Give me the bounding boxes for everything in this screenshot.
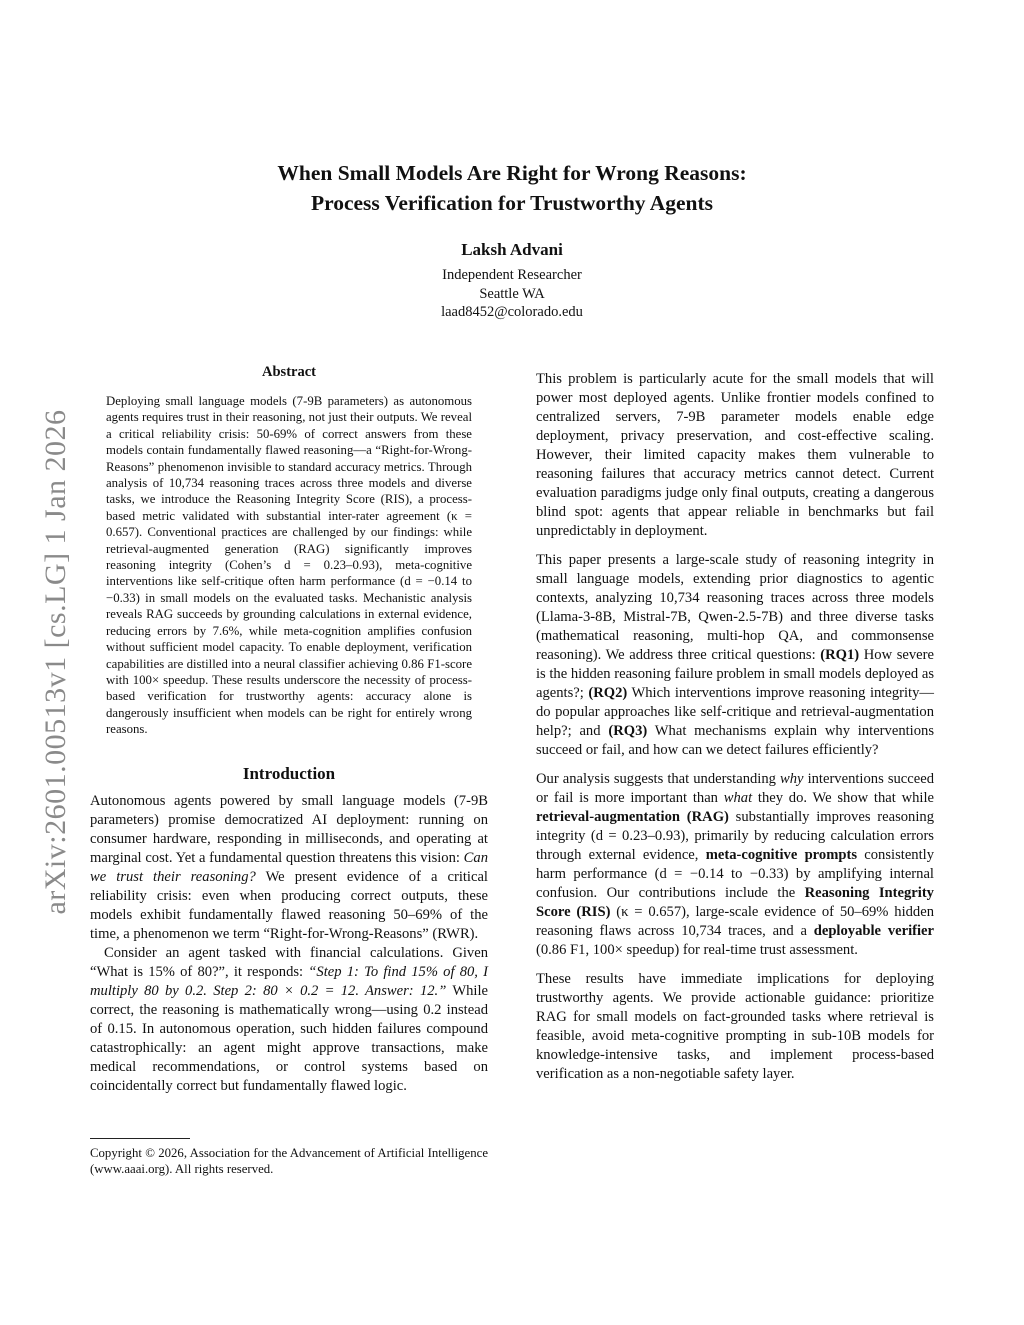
copyright-text: Copyright © 2026, Association for the Advancement of Artificial Intelligence (www.aaai.org). All rights reserved. — [90, 1146, 488, 1176]
paper-title-line-2: Process Verification for Trustworthy Agents — [310, 191, 714, 215]
arxiv-identifier: arXiv:2601.00513v1 [cs.LG] 1 Jan 2026 — [39, 409, 72, 915]
abstract-heading: Abstract — [262, 364, 316, 380]
rq1-label: (RQ1) — [820, 647, 860, 663]
intro-p5-text-a: Our analysis suggests that understanding — [536, 771, 780, 787]
intro-p5-text-g: (0.86 F1, 100× speedup) for real-time trust assessment. — [536, 942, 858, 958]
footnote-rule — [90, 1138, 190, 1139]
intro-p5-what: what — [723, 790, 753, 806]
author-location: Seattle WA — [479, 285, 545, 302]
introduction-heading: Introduction — [242, 763, 336, 783]
paper-title-line-1: When Small Models Are Right for Wrong Reasons: — [277, 161, 747, 185]
intro-p4-text-d: What mechanisms explain why interventions succeed or fail, and how can we detect failures efficiently? — [536, 723, 934, 758]
intro-paragraph-4 — [536, 551, 934, 760]
intro-p2-example: “Step 1: To find 15% of 80, I multiply 80 by 0.2. Step 2: 80 × 0.2 = 12. Answer: 12.” — [90, 963, 488, 999]
author-name: Laksh Advani — [461, 240, 563, 259]
intro-p5-why: why — [780, 771, 804, 787]
intro-p5-text-e: consistently harm performance (d = −0.14 to −0.33) by amplifying internal confusion. Our contributions include the — [536, 847, 935, 901]
intro-p5-text-d: substantially improves reasoning integrity (d = 0.23–0.93), primarily by reducing calculation errors through external evidence, — [536, 809, 934, 863]
intro-p5-meta: meta-cognitive prompts — [705, 847, 858, 863]
rq3-label: (RQ3) — [608, 723, 648, 739]
intro-p2-text-c: While correct, the reasoning is mathematically wrong—using 0.2 instead of 0.15. In autonomous operation, such hidden failures compound catastrophically: an agent might approve transactions, make medical recommendations, or control systems based on coincidentally correct but fundamentally flawed logic. — [90, 982, 488, 1094]
author-email: laad8452@colorado.edu — [441, 304, 583, 320]
intro-p5-text-f: (κ = 0.657), large-scale evidence of 50–69% hidden reasoning flaws across 10,734 traces, and a — [536, 904, 934, 939]
intro-p4-text-a: This paper presents a large-scale study of reasoning integrity in small language models, extending prior diagnostics to agentic contexts, analyzing 10,734 reasoning traces across three models (Llama-3-8B, Mistral-7B, Qwen-2.5-7B) and three diverse tasks (mathematical reasoning, multi-hop QA, and commonsense reasoning). We address three critical questions: — [536, 552, 934, 663]
intro-paragraph-2 — [90, 944, 488, 1096]
author-affiliation: Independent Researcher — [442, 267, 582, 283]
intro-p1-text-a: Autonomous agents powered by small language models (7-9B parameters) promise democratized AI deployment: running on consumer hardware, responding in milliseconds, and operating at marginal cost. Yet a fundamental question threatens this vision: — [90, 792, 488, 866]
title-block — [150, 158, 874, 322]
intro-p5-ris: Reasoning Integrity Score (RIS) — [536, 885, 934, 920]
intro-p5-text-b: interventions succeed or fail is more important than — [536, 771, 934, 806]
abstract-text: Deploying small language models (7-9B parameters) as autonomous agents requires trust in their reasoning, not just their outputs. We reveal a critical reliability crisis: 50-69% of correct answers from these models contain fundamentally flawed reasoning—a “Right-for-Wrong-Reasons” phenomenon invisible to standard accuracy metrics. Through analysis of 10,734 reasoning traces across three models and diverse tasks, we introduce the Reasoning Integrity Score (RIS), a process-based metric validated with substantial inter-rater agreement (κ = 0.657). Conventional practices are challenged by our findings: while retrieval-augmented generation (RAG) significantly improves reasoning integrity (Cohen’s d = 0.23–0.93), meta-cognitive interventions like self-critique often harm performance (d = −0.14 to −0.33) in small models on the evaluated tasks. Mechanistic analysis reveals RAG succeeds by grounding calculations in external evidence, reducing errors by 7.6%, while meta-cognition amplifies confusion without sufficient model capacity. To enable deployment, verification capabilities are distilled into a neural classifier achieving 0.86 F1-score with 100× speedup. These results underscore the necessity of process-based verification for trustworthy agents: accuracy alone is dangerously insufficient when models can be right for entirely wrong reasons. — [106, 394, 472, 737]
intro-p5-text-c: they do. We show that while — [752, 790, 934, 806]
intro-p5-verifier: deployable verifier — [813, 923, 934, 939]
intro-p2-text-a: Consider an agent tasked with financial calculations. Given “What is 15% of 80?”, it responds: — [90, 944, 488, 980]
intro-paragraph-1 — [90, 792, 488, 944]
rq2-label: (RQ2) — [588, 685, 628, 701]
intro-paragraph-6: These results have immediate implications for deploying trustworthy agents. We provide actionable guidance: prioritize RAG for small models on fact-grounded tasks where retrieval is feasible, avoid meta-cognitive prompting in sub-10B models for knowledge-intensive tasks, and implement process-based verification as a non-negotiable safety layer. — [536, 971, 934, 1082]
intro-p1-text-c: We present evidence of a critical reliability crisis: even when producing correct outputs, these models exhibit fundamentally flawed reasoning 50–69% of the time, a phenomenon we term “Right-for-Wrong-Reasons” (RWR). — [90, 868, 488, 942]
intro-paragraph-5 — [536, 770, 934, 960]
intro-p4-text-b: How severe is the hidden reasoning failure problem in small models deployed as agents?; — [536, 647, 934, 701]
left-column — [90, 360, 488, 1096]
right-column — [536, 360, 934, 1084]
intro-p4-text-c: Which interventions improve reasoning integrity—do popular approaches like self-critique and retrieval-augmentation help?; and — [536, 685, 934, 739]
intro-paragraph-3: This problem is particularly acute for the small models that will power most deployed agents. Unlike frontier models confined to centralized servers, 7-9B parameter models enable edge deployment, privacy preservation, and cost-effective scaling. However, their limited capacity makes them vulnerable to reasoning failures that accuracy metrics cannot detect. Current evaluation paradigms judge only final outputs, creating a dangerous blind spot: agents that appear reliable in benchmarks but fail unpredictably in deployment. — [536, 371, 934, 539]
intro-p1-question: Can we trust their reasoning? — [90, 849, 488, 885]
copyright-footnote — [90, 1138, 488, 1177]
intro-p5-rag: retrieval-augmentation (RAG) — [536, 809, 729, 825]
